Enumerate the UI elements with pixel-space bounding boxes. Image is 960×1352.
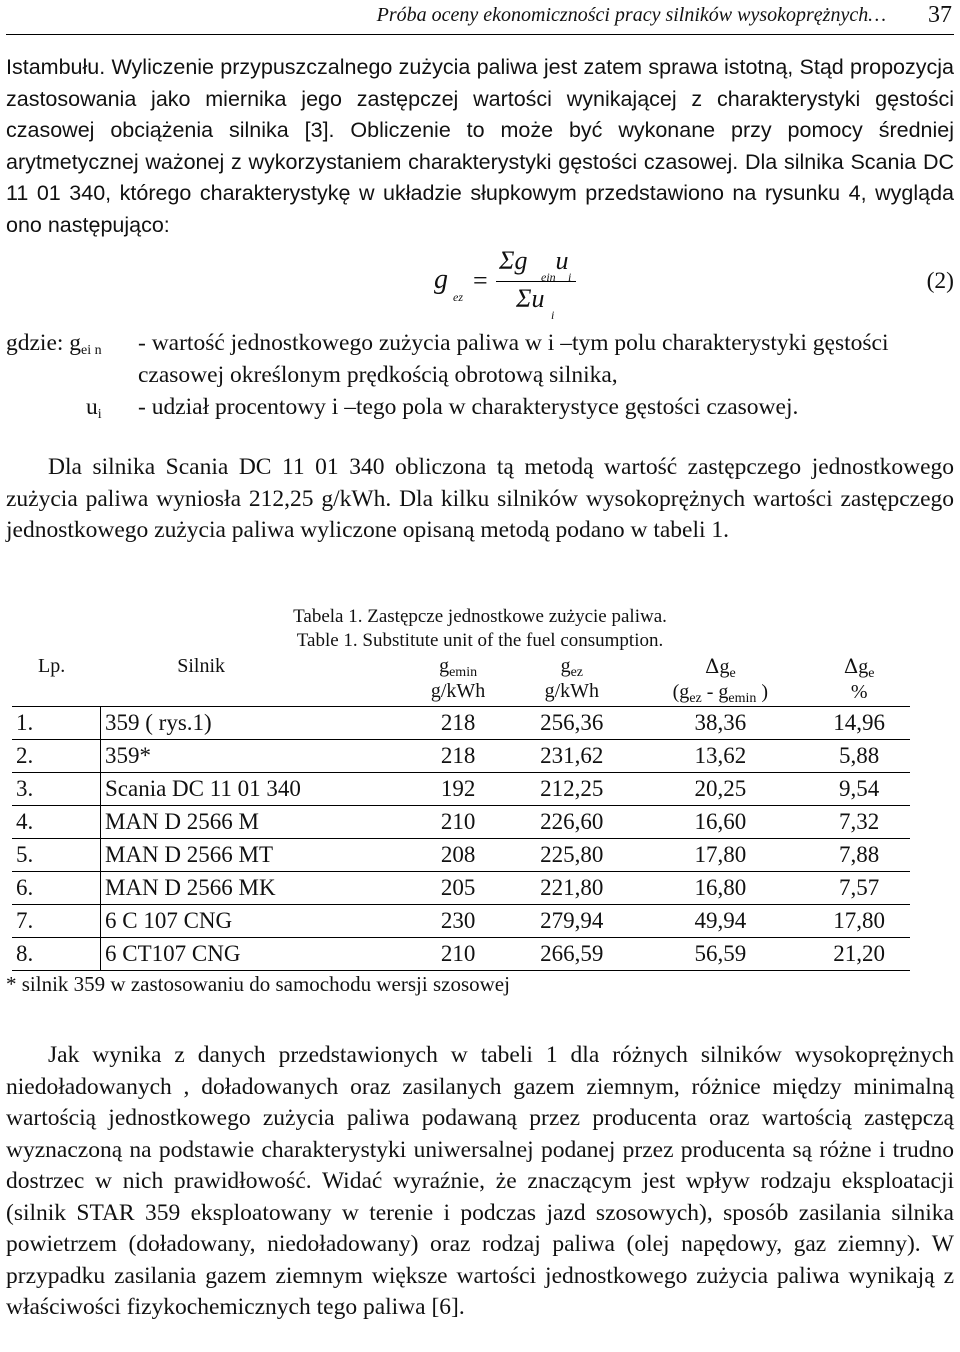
table-header-row bbox=[12, 654, 910, 707]
table-body bbox=[12, 707, 910, 971]
definition-label bbox=[86, 392, 102, 424]
cell-gemin: 218 bbox=[440, 743, 476, 768]
table-row bbox=[12, 707, 910, 740]
header-dge-unit-sub2: emin bbox=[728, 691, 757, 706]
cell-gemin: 192 bbox=[440, 776, 476, 801]
definition-ui bbox=[6, 392, 954, 424]
delta-icon: Δ bbox=[705, 654, 720, 678]
cell-lp: 2. bbox=[12, 740, 101, 773]
cell-gemin: 210 bbox=[440, 941, 476, 966]
formula-numerator-u: u bbox=[555, 246, 569, 275]
table-row bbox=[12, 806, 910, 839]
header-dge-sub: e bbox=[729, 666, 736, 681]
table-row bbox=[12, 872, 910, 905]
cell-delta-ge: 13,62 bbox=[694, 743, 747, 768]
cell-delta-ge: 38,36 bbox=[694, 710, 747, 735]
header-gez-unit: g/kWh bbox=[544, 680, 600, 702]
header-lp: Lp. bbox=[38, 655, 66, 677]
cell-silnik: 359 ( rys.1) bbox=[105, 710, 212, 735]
cell-gez: 226,60 bbox=[540, 809, 604, 834]
formula-numerator bbox=[499, 246, 568, 276]
cell-gez: 279,94 bbox=[540, 908, 604, 933]
fraction-bar bbox=[496, 281, 576, 282]
cell-gemin: 205 bbox=[440, 875, 476, 900]
table-footnote: * silnik 359 w zastosowaniu do samochodu wersji szosowej bbox=[6, 972, 510, 996]
cell-gez: 256,36 bbox=[540, 710, 604, 735]
formula-2 bbox=[6, 246, 954, 322]
cell-gez: 221,80 bbox=[540, 875, 604, 900]
table-row bbox=[12, 740, 910, 773]
cell-delta-ge-percent: 7,32 bbox=[839, 809, 880, 834]
cell-lp: 8. bbox=[12, 938, 101, 971]
header-dge-unit-sub1: ez bbox=[689, 691, 702, 706]
fuel-consumption-table bbox=[12, 654, 910, 971]
equation-number: (2) bbox=[926, 268, 954, 294]
cell-silnik: 359* bbox=[105, 743, 151, 768]
cell-lp: 5. bbox=[12, 839, 101, 872]
header-dgep-unit: % bbox=[850, 681, 868, 703]
paragraph-result: Dla silnika Scania DC 11 01 340 obliczona tą metodą wartość zastępczego jednostkowego zużycia paliwa wyniosła 212,25 g/kWh. Dla kilku silników wysokoprężnych wartości zastępczego jednostkowego zużycia paliwa wyliczone opisaną metodą podano w tabeli 1. bbox=[6, 454, 954, 543]
page-number: 37 bbox=[928, 2, 952, 28]
cell-delta-ge: 16,80 bbox=[694, 875, 747, 900]
cell-silnik: MAN D 2566 MT bbox=[105, 842, 274, 867]
header-gemin-unit: g/kWh bbox=[430, 680, 486, 702]
header-dge-unit-close: ) bbox=[756, 681, 769, 703]
formula-lhs: g bbox=[434, 264, 448, 295]
cell-lp: 6. bbox=[12, 872, 101, 905]
cell-delta-ge-percent: 14,96 bbox=[833, 710, 886, 735]
cell-lp: 1. bbox=[12, 707, 101, 740]
header-delta-ge-percent bbox=[808, 654, 910, 707]
table-row bbox=[12, 938, 910, 971]
formula-numerator-sub-i: i bbox=[568, 270, 572, 284]
definition-gein bbox=[6, 328, 954, 391]
table-row bbox=[12, 773, 910, 806]
header-silnik: Silnik bbox=[177, 655, 226, 677]
definition-label-main: u bbox=[86, 394, 98, 420]
cell-delta-ge: 17,80 bbox=[694, 842, 747, 867]
cell-gemin: 210 bbox=[440, 809, 476, 834]
definition-text: - udział procentowy i –tego pola w charakterystyce gęstości czasowej. bbox=[138, 394, 799, 420]
cell-delta-ge-percent: 21,20 bbox=[833, 941, 886, 966]
header-dge-unit-mid: - g bbox=[701, 681, 729, 703]
cell-delta-ge-percent: 7,88 bbox=[839, 842, 880, 867]
definition-label-sub: ei n bbox=[81, 343, 102, 358]
formula-denominator-sub: i bbox=[551, 308, 555, 322]
cell-silnik: MAN D 2566 M bbox=[105, 809, 259, 834]
cell-silnik: 6 C 107 CNG bbox=[105, 908, 233, 933]
cell-gemin: 218 bbox=[440, 710, 476, 735]
cell-delta-ge-percent: 5,88 bbox=[839, 743, 880, 768]
cell-gemin: 208 bbox=[440, 842, 476, 867]
cell-delta-ge-percent: 7,57 bbox=[839, 875, 880, 900]
cell-gez: 266,59 bbox=[540, 941, 604, 966]
definition-text: - wartość jednostkowego zużycia paliwa w i –tym polu charakterystyki gęstości czasowej określonym prędkością obrotową silnika, bbox=[138, 330, 889, 388]
header-gemin bbox=[405, 654, 511, 707]
header-gemin-main: g bbox=[439, 655, 450, 677]
header-dgep-main: g bbox=[858, 656, 869, 678]
header-lp-silnik bbox=[12, 654, 405, 707]
formula-numerator-sub-ein: ein bbox=[541, 270, 556, 284]
cell-delta-ge-percent: 9,54 bbox=[839, 776, 880, 801]
definition-label-main: gdzie: g bbox=[6, 330, 82, 356]
cell-silnik: 6 CT107 CNG bbox=[105, 941, 241, 966]
table-caption-pl: Tabela 1. Zastępcze jednostkowe zużycie paliwa. bbox=[293, 606, 667, 627]
formula-numerator-sum: Σg bbox=[499, 246, 528, 275]
header-dge-main: g bbox=[719, 656, 730, 678]
cell-gemin: 230 bbox=[440, 908, 476, 933]
header-gez-main: g bbox=[560, 655, 571, 677]
paragraph-intro: Istambułu. Wyliczenie przypuszczalnego zużycia paliwa jest zatem sprawa istotną, Stąd propozycja zastosowania jako miernika jego zastępczej wartości wynikającej z charakterystyki gęstości czasowej obciążenia silnika [3]. Obliczenie to może być wykonane przy pomocy średniej arytmetycznej ważonej z wykorzystaniem charakterystyki gęstości czasowej. Dla silnika Scania DC 11 01 340, którego charakterystykę w układzie słupkowym przedstawiono na rysunku 4, wygląda ono następująco: bbox=[6, 55, 954, 237]
header-gemin-sub: emin bbox=[449, 665, 478, 680]
formula-denominator: Σu bbox=[516, 284, 545, 313]
cell-silnik: MAN D 2566 MK bbox=[105, 875, 276, 900]
cell-delta-ge: 56,59 bbox=[694, 941, 747, 966]
header-gez bbox=[511, 654, 632, 707]
header-gez-sub: ez bbox=[570, 665, 584, 680]
cell-gez: 225,80 bbox=[540, 842, 604, 867]
table-caption-en: Table 1. Substitute unit of the fuel consumption. bbox=[296, 630, 664, 651]
delta-icon: Δ bbox=[843, 654, 859, 678]
formula-lhs-sub: ez bbox=[453, 290, 463, 304]
header-dge-unit-open: (g bbox=[672, 681, 690, 703]
cell-lp: 4. bbox=[12, 806, 101, 839]
table-row bbox=[12, 905, 910, 938]
page-header bbox=[6, 0, 954, 35]
cell-lp: 3. bbox=[12, 773, 101, 806]
cell-lp: 7. bbox=[12, 905, 101, 938]
header-delta-ge bbox=[632, 654, 808, 707]
cell-delta-ge: 49,94 bbox=[694, 908, 747, 933]
cell-delta-ge-percent: 17,80 bbox=[833, 908, 886, 933]
cell-silnik: Scania DC 11 01 340 bbox=[105, 776, 301, 801]
running-title: Próba oceny ekonomiczności pracy silników wysokoprężnych… bbox=[376, 4, 886, 26]
table-row bbox=[12, 839, 910, 872]
paragraph-conclusion: Jak wynika z danych przedstawionych w tabeli 1 dla różnych silników wysokoprężnych niedoładowanych , doładowanych oraz zasilanych gazem ziemnym, różnice między minimalną wartością jednostkowego zużycia paliwa podawaną przez producenta oraz wartością zastępczą wyznaczoną na podstawie charakterystyki uniwersalnej podanej przez producenta są różne i trudno dostrzec w nich prawidłowość. Widać wyraźnie, że znaczącym jest wpływ rodzaju eksploatacji (silnik STAR 359 eksploatowany w terenie i podczas jazd szosowych), sposób zasilania silnika powietrzem (doładowany, niedoładowany) oraz rodzaj paliwa (olej napędowy, gaz ziemny). W przypadku zasilania gazem ziemnym większe wartości jednostkowego zużycia paliwa wynikają z właściwości fizykochemicznych tego paliwa [6]. bbox=[6, 1042, 954, 1320]
cell-delta-ge: 20,25 bbox=[694, 776, 747, 801]
formula-equals: = bbox=[473, 266, 488, 295]
definition-label-sub: i bbox=[97, 407, 102, 422]
header-dgep-sub: e bbox=[868, 666, 875, 681]
cell-gez: 231,62 bbox=[540, 743, 604, 768]
cell-delta-ge: 16,60 bbox=[694, 809, 747, 834]
definition-label bbox=[6, 328, 102, 360]
cell-gez: 212,25 bbox=[540, 776, 604, 801]
